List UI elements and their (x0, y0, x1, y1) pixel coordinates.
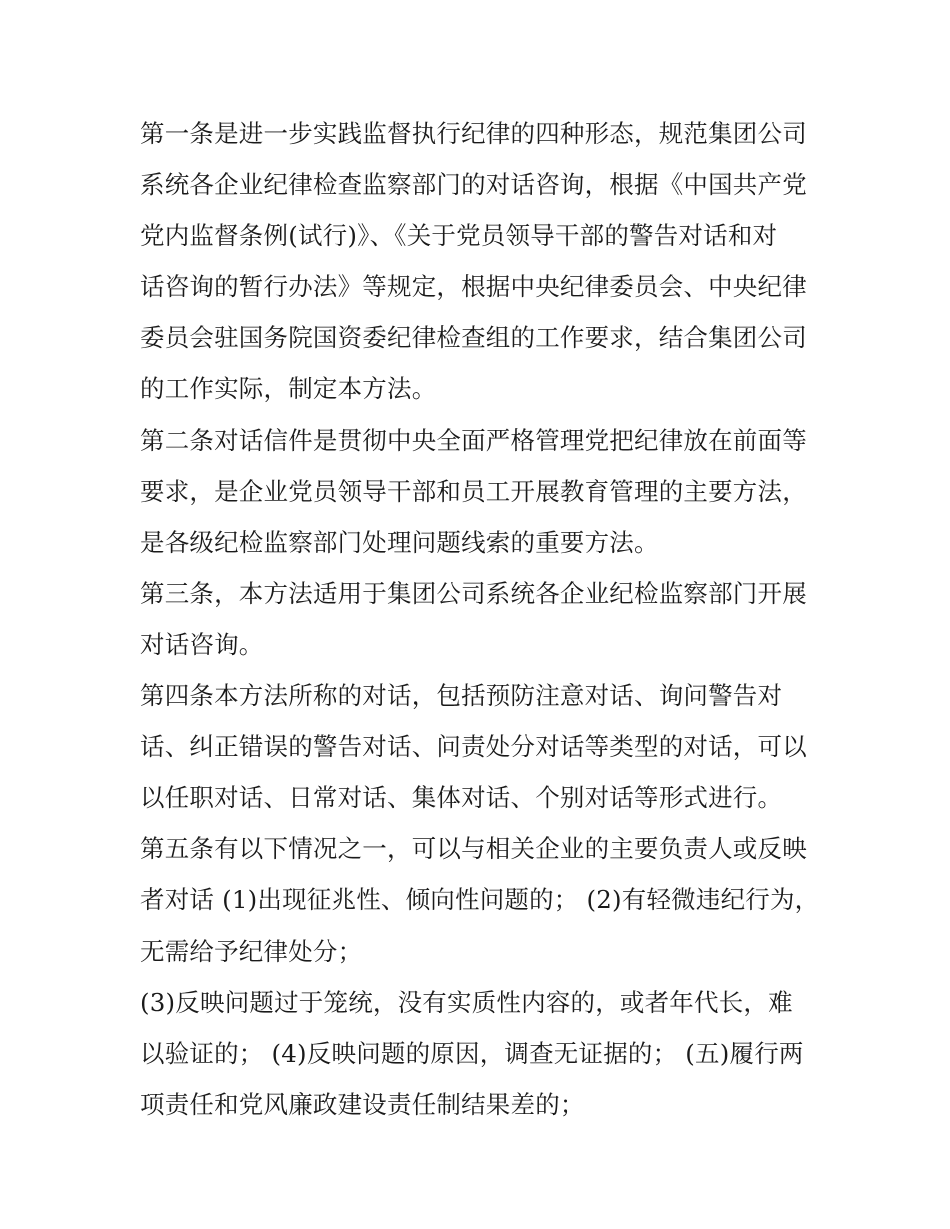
text-line: 话、纠正错误的警告对话、问责处分对话等类型的对话，可以 (140, 732, 807, 762)
text-line: 是各级纪检监察部门处理问题线索的重要方法。 (140, 527, 659, 557)
text-line: 项责任和党风廉政建设责任制结果差的； (140, 1089, 585, 1119)
text-line: 无需给予纪律处分； (140, 936, 363, 966)
document-body (140, 108, 820, 1130)
text-line: 第三条，本方法适用于集团公司系统各企业纪检监察部门开展 (140, 578, 807, 608)
text-line: (3)反映问题过于笼统，没有实质性内容的，或者年代长，难 (140, 987, 793, 1017)
text-line: 的工作实际，制定本方法。 (140, 374, 437, 404)
text-line: 者对话 (1)出现征兆性、倾向性问题的； (2)有轻微违纪行为， (140, 885, 820, 915)
text-line: 以任职对话、日常对话、集体对话、个别对话等形式进行。 (140, 783, 783, 813)
text-line: 委员会驻国务院国资委纪律检查组的工作要求，结合集团公司 (140, 323, 807, 353)
text-line: 对话咨询。 (140, 629, 264, 659)
text-line: 以验证的； (4)反映问题的原因，调查无证据的； (五)履行两 (140, 1038, 804, 1068)
text-line: 要求，是企业党员领导干部和员工开展教育管理的主要方法， (140, 476, 807, 506)
text-line: 第一条是进一步实践监督执行纪律的四种形态，规范集团公司 (140, 119, 807, 148)
text-line: 第二条对话信件是贯彻中央全面严格管理党把纪律放在前面等 (140, 425, 807, 455)
text-line: 第四条本方法所称的对话，包括预防注意对话、询问警告对 (140, 681, 783, 711)
text-line: 党内监督条例(试行)》、《关于党员领导干部的警告对话和对 (140, 221, 778, 251)
text-line: 第五条有以下情况之一，可以与相关企业的主要负责人或反映 (140, 834, 807, 864)
text-line: 话咨询的暂行办法》等规定，根据中央纪律委员会、中央纪律 (140, 272, 807, 302)
text-line: 系统各企业纪律检查监察部门的对话咨询，根据《中国共产党 (140, 170, 807, 200)
